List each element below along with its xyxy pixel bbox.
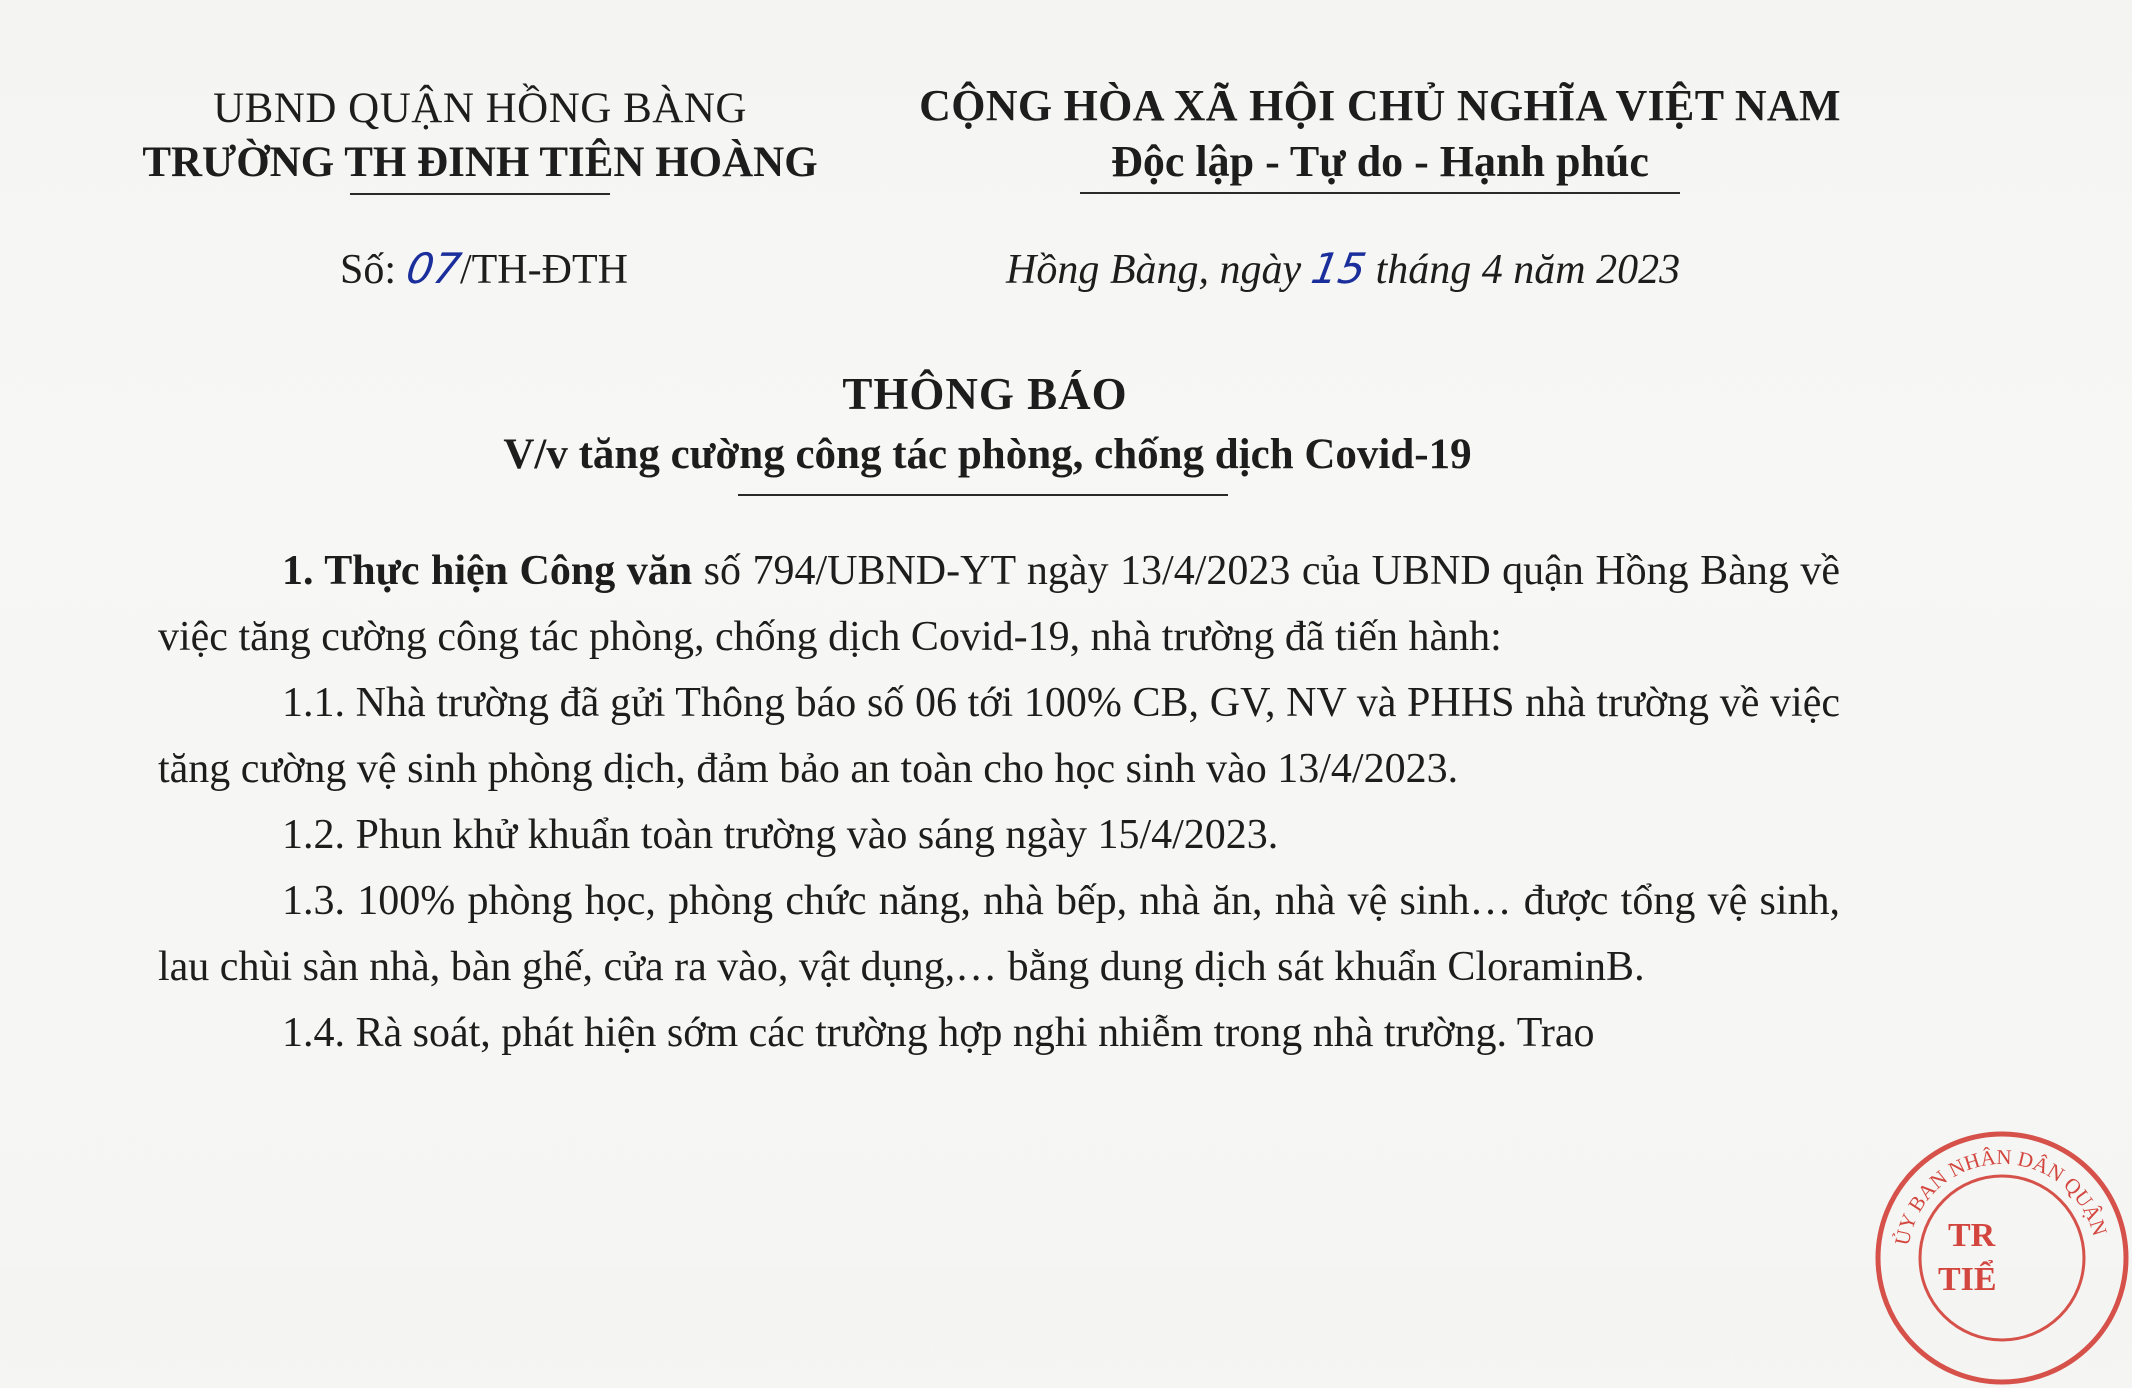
date-suffix: tháng 4 năm 2023 bbox=[1365, 247, 1681, 293]
national-header bbox=[880, 78, 1880, 194]
stamp-center-line-1: TR bbox=[1948, 1217, 1996, 1254]
school-underline bbox=[350, 193, 610, 195]
place-date-line bbox=[1006, 244, 1680, 294]
motto-underline bbox=[1080, 192, 1680, 194]
red-seal-stamp-icon bbox=[1872, 1128, 2132, 1388]
body-paragraph-1-4: 1.4. Rà soát, phát hiện sớm các trường hợp nghi nhiễm trong nhà trường. Trao bbox=[282, 1010, 1595, 1056]
subject-underline bbox=[738, 494, 1228, 496]
document-number bbox=[340, 244, 628, 294]
body-paragraph-1-2: 1.2. Phun khử khuẩn toàn trường vào sáng ngày 15/4/2023. bbox=[282, 812, 1279, 858]
date-prefix: Hồng Bàng, ngày bbox=[1006, 247, 1312, 293]
issuer-header bbox=[120, 82, 840, 195]
document-subject: V/v tăng cường công tác phòng, chống dịch Covid-19 bbox=[503, 431, 1472, 478]
document-title: THÔNG BÁO bbox=[842, 369, 1128, 419]
body-paragraph-1-3: 1.3. 100% phòng học, phòng chức năng, nhà bếp, nhà ăn, nhà vệ sinh… được tổng vệ sinh, lau chùi sàn nhà, bàn ghế, cửa ra vào, vật dụng,… bằng dung dịch sát khuẩn CloraminB. bbox=[158, 878, 1840, 990]
document-number-suffix: /TH-ĐTH bbox=[459, 247, 628, 293]
paragraph-1-text: số 794/UBND-YT ngày 13/4/2023 của UBND quận Hồng Bàng về việc tăng cường công tác phòng, chống dịch Covid-19, nhà trường đã tiến hành: bbox=[158, 548, 1840, 660]
national-motto: Độc lập - Tự do - Hạnh phúc bbox=[1111, 137, 1649, 186]
body-paragraph-1 bbox=[158, 538, 1840, 670]
republic-name: CỘNG HÒA XÃ HỘI CHỦ NGHĨA VIỆT NAM bbox=[919, 81, 1841, 130]
school-name: TRƯỜNG TH ĐINH TIÊN HOÀNG bbox=[142, 139, 818, 186]
body-paragraph-1-1: 1.1. Nhà trường đã gửi Thông báo số 06 tới 100% CB, GV, NV và PHHS nhà trường về việc tăng cường vệ sinh phòng dịch, đảm bảo an toàn cho học sinh vào 13/4/2023. bbox=[158, 680, 1840, 792]
stamp-center-line-2: TIỂ bbox=[1938, 1261, 1997, 1298]
handwritten-day: 15 bbox=[1307, 244, 1370, 293]
paragraph-1-lead: 1. Thực hiện Công văn bbox=[282, 548, 693, 594]
handwritten-number: 07 bbox=[402, 244, 465, 293]
document-body bbox=[158, 538, 1840, 1066]
document-number-prefix: Số: bbox=[340, 247, 407, 293]
stamp-ring-text: ỦY BAN NHÂN DÂN QUẬN bbox=[1889, 1144, 2113, 1248]
agency-name: UBND QUẬN HỒNG BÀNG bbox=[213, 85, 747, 132]
